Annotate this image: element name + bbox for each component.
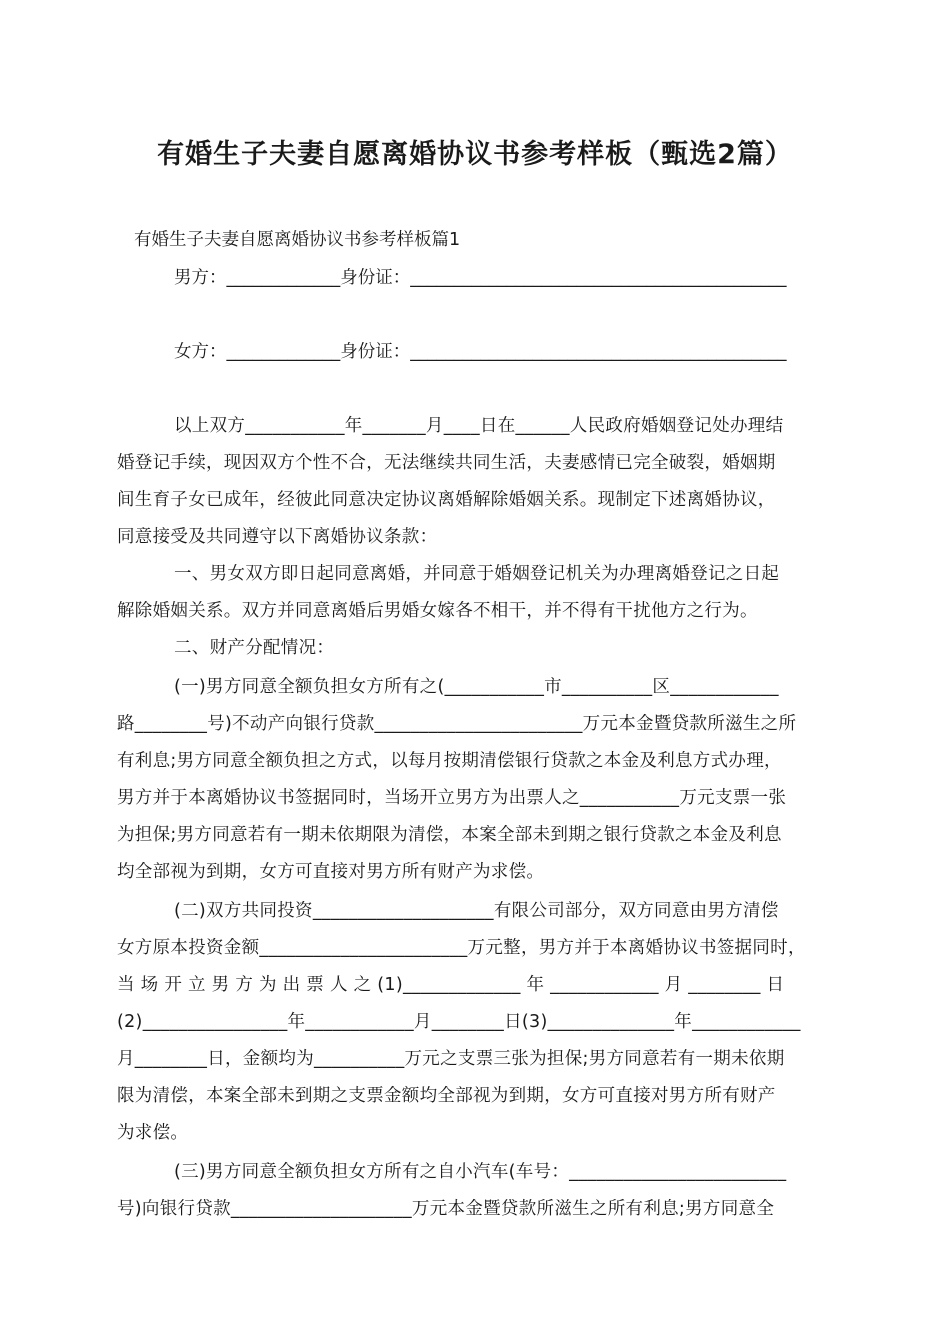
paragraph-line: 为担保;男方同意若有一期未依期限为清偿，本案全部未到期之银行贷款之本金及利息 (117, 825, 782, 845)
paragraph-line: 婚登记手续，现因双方个性不合，无法继续共同生活，夫妻感情已完全破裂，婚姻期 (117, 453, 776, 473)
paragraph-line: (2)________________年____________月________日(3)______________年____________ (117, 1012, 801, 1032)
male-party-line: 男方：_____________身份证：___________________________________________ (174, 268, 787, 288)
paragraph-line: 间生育子女已成年，经彼此同意决定协议离婚解除婚姻关系。现制定下述离婚协议， (117, 490, 776, 510)
paragraph-line: 男方并于本离婚协议书签据同时，当场开立男方为出票人之___________万元支票一张 (117, 788, 787, 808)
paragraph-line: 女方原本投资金额_______________________万元整，男方并于本离婚协议书签据同时， (117, 938, 806, 958)
paragraph-line: 一、男女双方即日起同意离婚，并同意于婚姻登记机关为办理离婚登记之日起 (174, 564, 780, 584)
paragraph-line: 同意接受及共同遵守以下离婚协议条款： (117, 527, 438, 547)
paragraph-line: 当 场 开 立 男 方 为 出 票 人 之 (1)_____________ 年 ____________ 月 ________ 日 (117, 975, 785, 995)
paragraph-line: 路________号)不动产向银行贷款_______________________万元本金暨贷款所滋生之所 (117, 714, 797, 734)
paragraph-line: 解除婚姻关系。双方并同意离婚后男婚女嫁各不相干，并不得有干扰他方之行为。 (117, 601, 758, 621)
paragraph-line: 均全部视为到期，女方可直接对男方所有财产为求偿。 (117, 862, 545, 882)
female-party-line: 女方：_____________身份证：___________________________________________ (174, 342, 787, 362)
paragraph-line: 有利息;男方同意全额负担之方式，以每月按期清偿银行贷款之本金及利息方式办理， (117, 751, 782, 771)
paragraph-line: (三)男方同意全额负担女方所有之自小汽车(车号：________________________ (174, 1162, 787, 1182)
paragraph-line: 以上双方___________年_______月____日在______人民政府婚姻登记处办理结 (174, 416, 784, 436)
paragraph-line: 二、财产分配情况： (174, 638, 335, 658)
paragraph-line: 为求偿。 (117, 1123, 189, 1143)
section-heading: 有婚生子夫妻自愿离婚协议书参考样板篇1 (134, 230, 461, 250)
document-title: 有婚生子夫妻自愿离婚协议书参考样板（甄选2篇） (157, 139, 793, 170)
paragraph-line: 月________日，金额均为__________万元之支票三张为担保;男方同意若有一期未依期 (117, 1049, 785, 1069)
paragraph-line: 号)向银行贷款____________________万元本金暨贷款所滋生之所有利息;男方同意全 (117, 1199, 775, 1219)
paragraph-line: 限为清偿，本案全部未到期之支票金额均全部视为到期，女方可直接对男方所有财产 (117, 1086, 776, 1106)
paragraph-line: (二)双方共同投资____________________有限公司部分，双方同意由男方清偿 (174, 901, 779, 921)
paragraph-line: (一)男方同意全额负担女方所有之(___________市__________区____________ (174, 677, 779, 697)
